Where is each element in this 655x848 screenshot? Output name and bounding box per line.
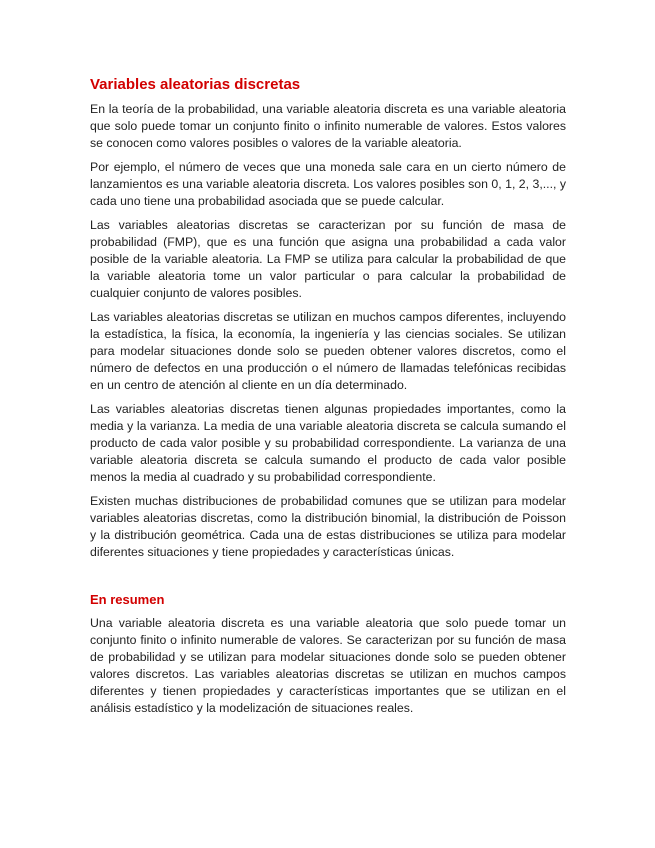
paragraph-distributions: Existen muchas distribuciones de probabilidad comunes que se utilizan para modelar variables aleatorias discretas, como la distribución binomial, la distribución de Poisson y la distribución geométrica. Cada una de estas distribuciones se utiliza para modelar diferentes situaciones y tiene propiedades y características únicas. — [90, 494, 566, 559]
paragraph-definition: En la teoría de la probabilidad, una variable aleatoria discreta es una variable aleatoria que solo puede tomar un conjunto finito o infinito numerable de valores. Estos valores se conocen como valores posibles o valores de la variable aleatoria. — [90, 102, 566, 150]
page-title: Variables aleatorias discretas — [90, 76, 301, 93]
summary-paragraph: Una variable aleatoria discreta es una variable aleatoria que solo puede tomar un conjunto finito o infinito numerable de valores. Se caracterizan por su función de masa de probabilidad y se utilizan para modelar situaciones donde solo se pueden obtener valores discretos. Las variables aleatorias discretas se utilizan en muchos campos diferentes y tienen propiedades y características importantes que se utilizan en el análisis estadístico y la modelización de situaciones reales. — [90, 616, 566, 715]
paragraph-applications: Las variables aleatorias discretas se utilizan en muchos campos diferentes, incluyendo la estadística, la física, la economía, la ingeniería y las ciencias sociales. Se utilizan para modelar situaciones donde solo se pueden obtener valores discretos, como el número de defectos en una producción o el número de llamadas telefónicas recibidas en un centro de atención al cliente en un día determinado. — [90, 310, 566, 392]
paragraph-properties: Las variables aleatorias discretas tienen algunas propiedades importantes, como la media y la varianza. La media de una variable aleatoria discreta se calcula sumando el producto de cada valor posible y su probabilidad correspondiente. La varianza de una variable aleatoria discreta se calcula sumando el producto de cada valor posible menos la media al cuadrado y su probabilidad correspondiente. — [90, 402, 566, 484]
paragraph-pmf: Las variables aleatorias discretas se caracterizan por su función de masa de probabilidad (FMP), que es una función que asigna una probabilidad a cada valor posible de la variable aleatoria. La FMP se utiliza para calcular la probabilidad de que la variable aleatoria tome un valor particular o para calcular la probabilidad de cualquier conjunto de valores posibles. — [90, 218, 566, 300]
document-page — [90, 75, 566, 724]
paragraph-example: Por ejemplo, el número de veces que una moneda sale cara en un cierto número de lanzamientos es una variable aleatoria discreta. Los valores posibles son 0, 1, 2, 3,..., y cada uno tiene una probabilidad asociada que se puede calcular. — [90, 160, 566, 208]
summary-heading: En resumen — [90, 592, 165, 607]
